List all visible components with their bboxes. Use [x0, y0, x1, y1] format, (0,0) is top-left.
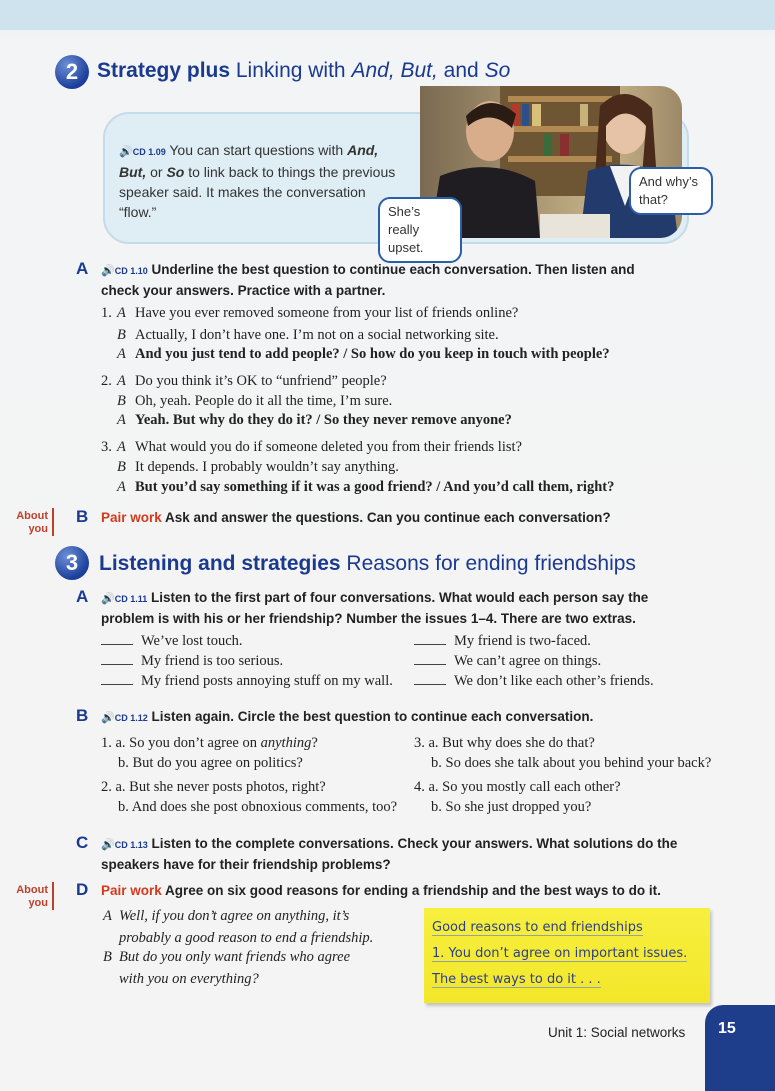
- line-text: Do you think it’s OK to “unfriend” people?: [135, 373, 387, 389]
- option-item[interactable]: b. But do you agree on politics?: [118, 755, 303, 771]
- exercise-instruction: [101, 707, 593, 728]
- text: or: [150, 164, 163, 180]
- issue-item[interactable]: [414, 633, 591, 650]
- speaker: A: [117, 373, 126, 389]
- exercise-letter: B: [76, 706, 89, 725]
- line-text: Well, if you don’t agree on anything, it’s: [119, 908, 350, 924]
- issue-text: My friend is two-faced.: [454, 633, 591, 649]
- section-title: [99, 552, 636, 576]
- audio-icon[interactable]: 🔊: [101, 712, 115, 724]
- exercise-letter: A: [76, 587, 89, 606]
- instr-line: check your answers. Practice with a partner.: [101, 283, 386, 298]
- exercise-instruction: [101, 260, 681, 300]
- issue-text: We can’t agree on things.: [454, 653, 602, 669]
- unit-label: Unit 1: Social networks: [548, 1025, 686, 1040]
- cd-label: CD 1.10: [114, 266, 148, 276]
- option-item[interactable]: 2. a. But she never posts photos, right?: [101, 779, 326, 795]
- text: speaker said. It makes the conversation: [119, 184, 366, 200]
- cd-label: CD 1.12: [114, 713, 148, 723]
- instr-line: Ask and answer the questions. Can you continue each conversation?: [165, 510, 611, 525]
- speaker: A: [117, 346, 126, 362]
- dialogue-line[interactable]: [117, 479, 614, 496]
- title-part: And, But,: [351, 59, 438, 82]
- option-text: 1. a. So you don’t agree on: [101, 735, 261, 751]
- option-item[interactable]: 4. a. So you mostly call each other?: [414, 779, 621, 795]
- issue-text: We’ve lost touch.: [141, 633, 243, 649]
- note-line: The best ways to do it . . .: [432, 972, 601, 987]
- issue-item[interactable]: [414, 673, 654, 690]
- answer-blank[interactable]: [414, 664, 446, 665]
- section-number-badge: 3: [55, 546, 89, 580]
- model-dialogue-b: [103, 946, 350, 990]
- page-number: 15: [718, 1020, 736, 1037]
- exercise-instruction: [101, 881, 661, 900]
- issue-text: My friend posts annoying stuff on my wall.: [141, 673, 393, 689]
- about-text: you: [28, 897, 48, 909]
- instr-line: Listen to the complete conversations. Check your answers. What solutions do the: [151, 836, 678, 851]
- dialogue-line: [101, 305, 518, 322]
- exercise-letter: A: [76, 259, 89, 278]
- title-part: Linking with: [230, 59, 352, 82]
- dialogue-line: [117, 459, 399, 476]
- audio-icon[interactable]: 🔊: [101, 265, 115, 277]
- cd-label: CD 1.13: [114, 840, 148, 850]
- speaker: A: [117, 412, 126, 428]
- section-title: [97, 59, 510, 83]
- line-text: Actually, I don’t have one. I’m not on a social networking site.: [135, 327, 499, 343]
- about-you-label: [10, 884, 48, 910]
- dialogue-line: [117, 327, 499, 344]
- answer-blank[interactable]: [101, 684, 133, 685]
- line-text: Oh, yeah. People do it all the time, I’m sure.: [135, 393, 393, 409]
- answer-blank[interactable]: [414, 644, 446, 645]
- line-text: But do you only want friends who agree: [119, 949, 351, 965]
- line-text: probably a good reason to end a friendship.: [119, 930, 374, 946]
- exercise-instruction: [101, 588, 701, 628]
- line-text: Have you ever removed someone from your list of friends online?: [135, 305, 519, 321]
- issue-item[interactable]: [414, 653, 601, 670]
- section-number-badge: 2: [55, 55, 89, 89]
- pair-work-label: Pair work: [101, 510, 162, 525]
- speaker: B: [117, 459, 126, 475]
- note-heading: Good reasons to end friendships: [432, 920, 643, 935]
- about-bar: [52, 882, 54, 910]
- dialogue-line[interactable]: [117, 412, 512, 429]
- strategy-text: [119, 140, 409, 222]
- audio-icon[interactable]: 🔊: [119, 146, 133, 158]
- speaker: A: [117, 305, 126, 321]
- exercise-letter: B: [76, 507, 89, 526]
- text: So: [166, 164, 185, 180]
- exercise-instruction: [101, 508, 611, 527]
- about-you-label: [10, 510, 48, 536]
- item-num: 3.: [101, 439, 112, 455]
- cd-label: CD 1.09: [132, 147, 166, 157]
- instr-line: Agree on six good reasons for ending a friendship and the best ways to do it.: [165, 883, 661, 898]
- speaker: A: [117, 479, 126, 495]
- instr-line: speakers have for their friendship problems?: [101, 857, 391, 872]
- audio-icon[interactable]: 🔊: [101, 593, 115, 605]
- about-text: you: [28, 523, 48, 535]
- issue-item[interactable]: [101, 673, 393, 690]
- section-title-bold: Strategy plus: [97, 59, 231, 82]
- dialogue-line: [101, 373, 387, 390]
- speech-bubble-right: And why’s that?: [629, 167, 713, 215]
- speaker: B: [117, 327, 126, 343]
- issue-item[interactable]: [101, 633, 243, 650]
- title-part: So: [484, 59, 511, 82]
- about-bar: [52, 508, 54, 536]
- option-item[interactable]: b. So she just dropped you?: [431, 799, 592, 815]
- text: But,: [119, 164, 147, 180]
- item-num: 2.: [101, 373, 112, 389]
- speaker: A: [103, 908, 112, 924]
- question-choice[interactable]: Yeah. But why do they do it? / So they never remove anyone?: [135, 412, 512, 428]
- line-text: What would you do if someone deleted you from their friends list?: [135, 439, 522, 455]
- page-tab: [705, 1005, 775, 1091]
- cd-label: CD 1.11: [114, 594, 148, 604]
- instr-line: Underline the best question to continue each conversation. Then listen and: [151, 262, 635, 277]
- top-band: [0, 0, 775, 30]
- option-item[interactable]: b. And does she post obnoxious comments, too?: [118, 799, 398, 815]
- option-text: anything: [260, 735, 312, 751]
- text: to link back to things the previous: [188, 164, 396, 180]
- audio-icon[interactable]: 🔊: [101, 839, 115, 851]
- section-title-bold: Listening and strategies: [99, 552, 341, 575]
- issue-item[interactable]: [101, 653, 283, 670]
- instr-line: problem is with his or her friendship? Number the issues 1–4. There are two extras.: [101, 611, 636, 626]
- instr-line: Listen to the first part of four conversations. What would each person say the: [151, 590, 649, 605]
- line-text: It depends. I probably wouldn’t say anything.: [135, 459, 399, 475]
- sticky-note: [424, 908, 710, 1003]
- item-num: 1.: [101, 305, 112, 321]
- note-line: 1. You don’t agree on important issues.: [432, 946, 688, 961]
- option-item[interactable]: 3. a. But why does she do that?: [414, 735, 595, 751]
- issue-text: We don’t like each other’s friends.: [454, 673, 654, 689]
- exercise-instruction: [101, 834, 711, 874]
- exercise-letter: C: [76, 833, 89, 852]
- option-item[interactable]: [101, 735, 318, 752]
- option-item[interactable]: b. So does she talk about you behind your back?: [431, 755, 712, 771]
- issue-text: My friend is too serious.: [141, 653, 284, 669]
- about-text: About: [16, 510, 48, 522]
- option-text: ?: [311, 735, 318, 751]
- pair-work-label: Pair work: [101, 883, 162, 898]
- dialogue-line[interactable]: [117, 346, 610, 363]
- about-text: About: [16, 884, 48, 896]
- dialogue-line: [101, 439, 522, 456]
- text: “flow.”: [119, 204, 157, 220]
- speaker: B: [103, 949, 112, 965]
- model-dialogue-a: [103, 905, 373, 949]
- text: You can start questions with: [169, 142, 344, 158]
- answer-blank[interactable]: [414, 684, 446, 685]
- speaker: B: [117, 393, 126, 409]
- answer-blank[interactable]: [101, 644, 133, 645]
- title-part: Reasons for ending friendships: [346, 552, 636, 575]
- speech-bubble-left: She’s really upset.: [378, 197, 462, 263]
- title-part: and: [437, 59, 485, 82]
- instr-line: Listen again. Circle the best question to continue each conversation.: [151, 709, 594, 724]
- speaker: A: [117, 439, 126, 455]
- question-choice[interactable]: And you just tend to add people? / So how do you keep in touch with people?: [135, 346, 610, 362]
- text: And,: [347, 142, 379, 158]
- dialogue-line: [117, 393, 392, 410]
- answer-blank[interactable]: [101, 664, 133, 665]
- exercise-letter: D: [76, 880, 89, 899]
- line-text: with you on everything?: [119, 971, 259, 987]
- question-choice[interactable]: But you’d say something if it was a good friend? / And you’d call them, right?: [135, 479, 615, 495]
